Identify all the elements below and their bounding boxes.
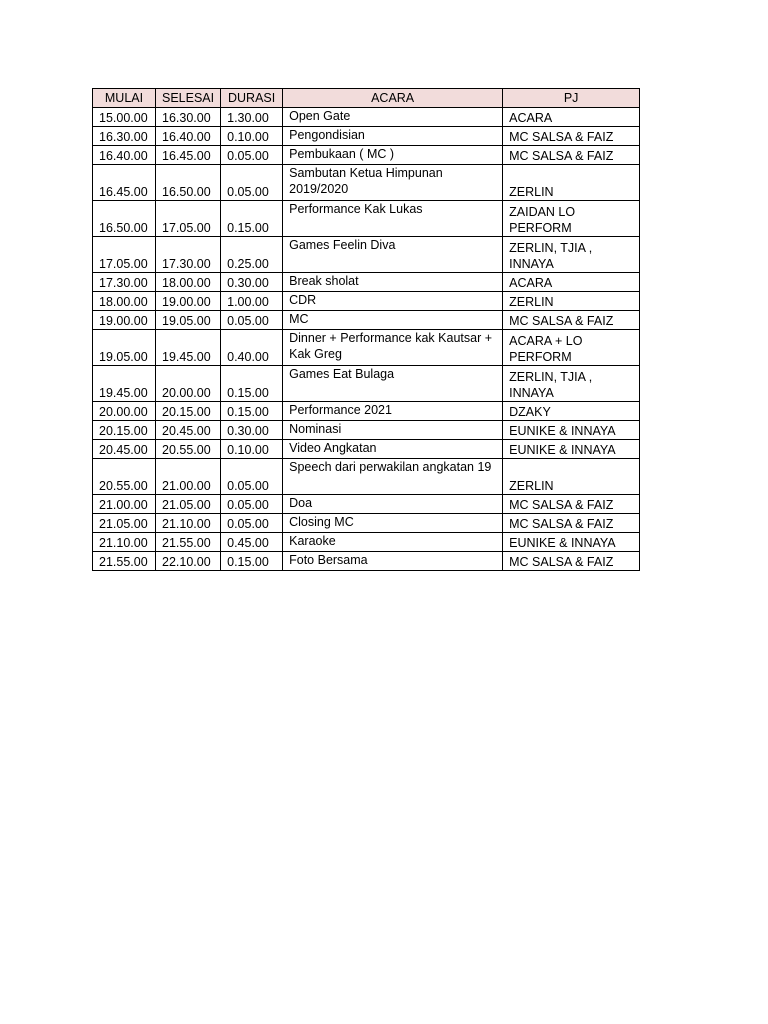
cell-selesai: 17.30.00 [156, 237, 221, 273]
table-row [93, 273, 640, 292]
cell-acara: Dinner + Performance kak Kautsar + Kak Greg [283, 330, 503, 366]
cell-mulai: 19.00.00 [93, 311, 156, 330]
cell-mulai: 15.00.00 [93, 108, 156, 127]
cell-durasi: 0.10.00 [221, 127, 283, 146]
cell-selesai: 20.45.00 [156, 421, 221, 440]
cell-acara: Video Angkatan [283, 440, 503, 459]
cell-selesai: 16.45.00 [156, 146, 221, 165]
cell-selesai: 20.15.00 [156, 402, 221, 421]
cell-acara: Closing MC [283, 514, 503, 533]
cell-pj: ZERLIN [503, 459, 640, 495]
cell-selesai: 16.40.00 [156, 127, 221, 146]
table-row [93, 366, 640, 402]
cell-acara: Speech dari perwakilan angkatan 19 [283, 459, 503, 495]
cell-durasi: 0.05.00 [221, 146, 283, 165]
cell-mulai: 17.05.00 [93, 237, 156, 273]
cell-durasi: 0.05.00 [221, 459, 283, 495]
cell-selesai: 19.00.00 [156, 292, 221, 311]
cell-durasi: 0.15.00 [221, 552, 283, 571]
cell-mulai: 19.45.00 [93, 366, 156, 402]
cell-mulai: 20.45.00 [93, 440, 156, 459]
cell-acara: Games Feelin Diva [283, 237, 503, 273]
table-row [93, 440, 640, 459]
cell-durasi: 0.10.00 [221, 440, 283, 459]
cell-pj: ZERLIN [503, 165, 640, 201]
cell-mulai: 18.00.00 [93, 292, 156, 311]
table-row [93, 292, 640, 311]
cell-pj: ACARA + LO PERFORM [503, 330, 640, 366]
cell-acara: MC [283, 311, 503, 330]
cell-pj: ACARA [503, 273, 640, 292]
cell-selesai: 21.55.00 [156, 533, 221, 552]
cell-mulai: 16.40.00 [93, 146, 156, 165]
cell-acara: CDR [283, 292, 503, 311]
cell-acara: Performance Kak Lukas [283, 201, 503, 237]
cell-pj: ACARA [503, 108, 640, 127]
cell-acara: Break sholat [283, 273, 503, 292]
cell-mulai: 16.50.00 [93, 201, 156, 237]
cell-durasi: 0.15.00 [221, 366, 283, 402]
cell-acara: Doa [283, 495, 503, 514]
cell-pj: ZERLIN [503, 292, 640, 311]
table-row [93, 165, 640, 201]
cell-mulai: 21.00.00 [93, 495, 156, 514]
cell-selesai: 17.05.00 [156, 201, 221, 237]
table-row [93, 146, 640, 165]
table-row [93, 459, 640, 495]
cell-acara: Performance 2021 [283, 402, 503, 421]
table-row [93, 127, 640, 146]
cell-durasi: 1.30.00 [221, 108, 283, 127]
cell-selesai: 20.00.00 [156, 366, 221, 402]
header-row [93, 89, 640, 108]
cell-mulai: 20.00.00 [93, 402, 156, 421]
cell-durasi: 0.30.00 [221, 273, 283, 292]
cell-mulai: 17.30.00 [93, 273, 156, 292]
table-row [93, 421, 640, 440]
cell-acara: Foto Bersama [283, 552, 503, 571]
cell-durasi: 0.05.00 [221, 311, 283, 330]
cell-mulai: 20.55.00 [93, 459, 156, 495]
cell-pj: MC SALSA & FAIZ [503, 514, 640, 533]
cell-durasi: 0.45.00 [221, 533, 283, 552]
table-row [93, 237, 640, 273]
cell-mulai: 21.05.00 [93, 514, 156, 533]
cell-mulai: 16.30.00 [93, 127, 156, 146]
cell-durasi: 0.05.00 [221, 165, 283, 201]
cell-pj: EUNIKE & INNAYA [503, 533, 640, 552]
header-selesai: SELESAI [156, 89, 221, 108]
cell-acara: Games Eat Bulaga [283, 366, 503, 402]
cell-durasi: 0.05.00 [221, 495, 283, 514]
cell-selesai: 18.00.00 [156, 273, 221, 292]
cell-mulai: 20.15.00 [93, 421, 156, 440]
cell-pj: MC SALSA & FAIZ [503, 552, 640, 571]
cell-mulai: 19.05.00 [93, 330, 156, 366]
cell-selesai: 22.10.00 [156, 552, 221, 571]
table-row [93, 330, 640, 366]
cell-acara: Open Gate [283, 108, 503, 127]
cell-pj: ZERLIN, TJIA , INNAYA [503, 237, 640, 273]
cell-durasi: 0.25.00 [221, 237, 283, 273]
cell-acara: Pembukaan ( MC ) [283, 146, 503, 165]
cell-pj: ZAIDAN LO PERFORM [503, 201, 640, 237]
cell-selesai: 21.10.00 [156, 514, 221, 533]
header-mulai: MULAI [93, 89, 156, 108]
cell-selesai: 19.05.00 [156, 311, 221, 330]
cell-durasi: 1.00.00 [221, 292, 283, 311]
cell-selesai: 21.05.00 [156, 495, 221, 514]
header-durasi: DURASI [221, 89, 283, 108]
cell-acara: Pengondisian [283, 127, 503, 146]
table-row [93, 311, 640, 330]
cell-mulai: 16.45.00 [93, 165, 156, 201]
table-row [93, 201, 640, 237]
table-row [93, 108, 640, 127]
cell-pj: DZAKY [503, 402, 640, 421]
cell-mulai: 21.55.00 [93, 552, 156, 571]
cell-durasi: 0.30.00 [221, 421, 283, 440]
cell-pj: MC SALSA & FAIZ [503, 495, 640, 514]
header-acara: ACARA [283, 89, 503, 108]
table-row [93, 552, 640, 571]
cell-acara: Nominasi [283, 421, 503, 440]
cell-durasi: 0.15.00 [221, 402, 283, 421]
schedule-table [92, 88, 640, 571]
cell-pj: EUNIKE & INNAYA [503, 440, 640, 459]
cell-selesai: 19.45.00 [156, 330, 221, 366]
cell-selesai: 16.50.00 [156, 165, 221, 201]
cell-pj: MC SALSA & FAIZ [503, 146, 640, 165]
table-row [93, 533, 640, 552]
cell-durasi: 0.05.00 [221, 514, 283, 533]
cell-selesai: 16.30.00 [156, 108, 221, 127]
cell-durasi: 0.15.00 [221, 201, 283, 237]
table-row [93, 402, 640, 421]
cell-pj: MC SALSA & FAIZ [503, 311, 640, 330]
table-row [93, 514, 640, 533]
cell-selesai: 21.00.00 [156, 459, 221, 495]
cell-acara: Sambutan Ketua Himpunan 2019/2020 [283, 165, 503, 201]
cell-pj: MC SALSA & FAIZ [503, 127, 640, 146]
cell-selesai: 20.55.00 [156, 440, 221, 459]
cell-mulai: 21.10.00 [93, 533, 156, 552]
table-row [93, 495, 640, 514]
cell-pj: ZERLIN, TJIA , INNAYA [503, 366, 640, 402]
cell-durasi: 0.40.00 [221, 330, 283, 366]
cell-acara: Karaoke [283, 533, 503, 552]
header-pj: PJ [503, 89, 640, 108]
cell-pj: EUNIKE & INNAYA [503, 421, 640, 440]
